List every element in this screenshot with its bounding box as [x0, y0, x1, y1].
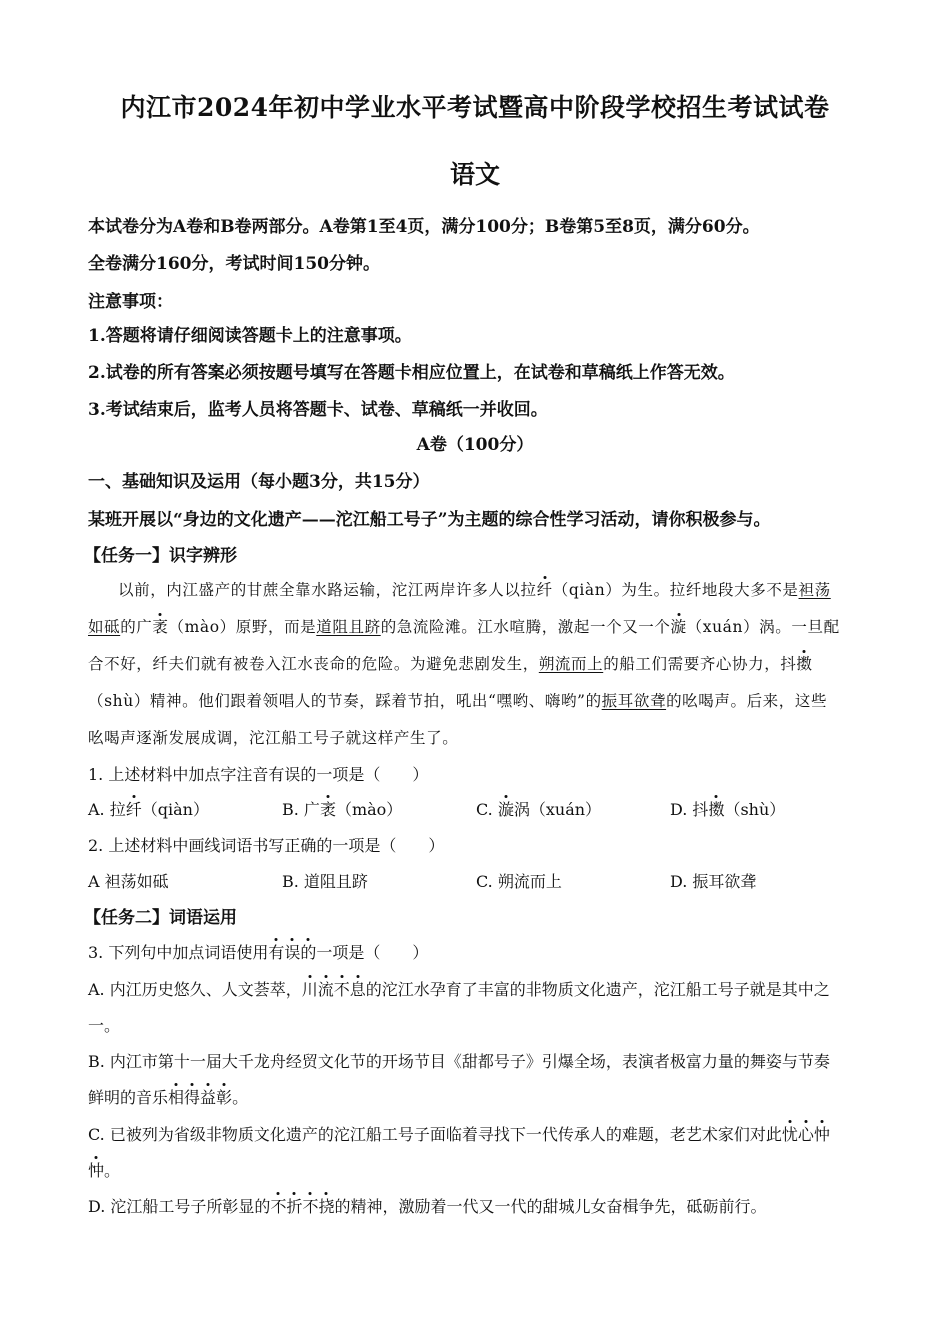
passage-line-4 [88, 689, 878, 711]
dotted-word [268, 943, 316, 962]
dotted-char: 袤 [152, 618, 169, 636]
notice-heading: 注意事项： [88, 292, 173, 312]
dotted-char: 息 [349, 980, 366, 999]
question-3-option-a: A. 内江历史悠久、人文荟萃，川流不息的沱江水孕育了丰富的非物质文化遗产，沱江船工号子就是其中之 [88, 980, 830, 999]
passage-text: 以前，内江盛产的甘蔗全靠水路运输，沱江两岸许多人以拉 [118, 581, 537, 599]
dotted-char: 得 [184, 1088, 201, 1107]
intro-line-2: 全卷满分160分，考试时间150分钟。 [88, 254, 380, 274]
dotted-char: 忧 [781, 1125, 798, 1144]
dotted-char: 不 [302, 1197, 319, 1216]
passage-text: （shù）精神。他们跟着领唱人的节奏，踩着节拍，吼出“嘿哟、嗨哟”的 [88, 692, 602, 710]
dotted-char: 不 [333, 980, 350, 999]
question-1-stem: 1. 上述材料中加点字注音有误的一项是（ ） [88, 765, 429, 784]
part-one-heading: 一、基础知识及运用（每小题3分，共15分） [88, 472, 430, 492]
dotted-char: 流 [317, 980, 334, 999]
question-2-option-d: D. 振耳欲聋 [670, 872, 757, 891]
dotted-char: 相 [168, 1088, 185, 1107]
question-3-option-b-cont: 鲜明的音乐相得益彰。 [88, 1088, 249, 1107]
dotted-char: 忡 [813, 1125, 830, 1144]
passage-text: 的船工们需要齐心协力，抖 [603, 655, 797, 673]
dotted-word [88, 1161, 104, 1180]
question-1-option-a: A. 拉纤（qiàn） [88, 800, 209, 819]
dotted-char: 的 [300, 943, 317, 962]
dotted-char: 有 [268, 943, 285, 962]
dotted-char: 益 [200, 1088, 217, 1107]
underlined-word: 如砥 [88, 618, 121, 636]
question-2-option-a: A 袒荡如砥 [88, 872, 169, 891]
dotted-char: 川 [301, 980, 318, 999]
dotted-char: 擞 [796, 655, 813, 673]
passage-text: （xuán）涡。一旦配 [686, 618, 840, 636]
underlined-word: 道阻且跻 [316, 618, 381, 636]
dotted-char: 彰 [216, 1088, 233, 1107]
dotted-char: 误 [284, 943, 301, 962]
dotted-char: 纤 [536, 581, 553, 599]
passage-line-1 [118, 578, 908, 600]
underlined-word: 袒荡 [798, 581, 831, 599]
dotted-char: 漩 [670, 618, 687, 636]
question-1-option-c: C. 漩涡（xuán） [476, 800, 602, 819]
subject-title: 语文 [449, 160, 500, 189]
notice-item-2: 2.试卷的所有答案必须按题号填写在答题卡相应位置上，在试卷和草稿纸上作答无效。 [88, 363, 735, 383]
question-2-stem: 2. 上述材料中画线词语书写正确的一项是（ ） [88, 836, 445, 855]
section-a-title: A卷（100分） [416, 435, 534, 455]
underlined-word: 朔流而上 [538, 655, 604, 673]
question-1-option-d: D. 抖擞（shù） [670, 800, 786, 819]
question-3-option-b: B. 内江市第十一届大千龙舟经贸文化节的开场节目《甜都号子》引爆全场，表演者极富力量的舞姿与节奏 [88, 1052, 830, 1071]
notice-item-3: 3.考试结束后，监考人员将答题卡、试卷、草稿纸一并收回。 [88, 400, 548, 420]
question-2-option-b: B. 道阻且跻 [282, 872, 368, 891]
passage-line-3 [88, 652, 878, 674]
task-one-heading: 【任务一】识字辨形 [84, 546, 237, 566]
underlined-word: 振耳欲聋 [601, 692, 667, 710]
question-3-option-d: D. 沱江船工号子所彰显的不折不挠的精神，激励着一代又一代的甜城儿女奋楫争先，砥砺前行。 [88, 1197, 767, 1216]
dotted-word [168, 1088, 232, 1107]
question-3-stem: 3. 下列句中加点词语使用有误的一项是（ ） [88, 943, 429, 962]
task-two-heading: 【任务二】词语运用 [84, 908, 237, 928]
passage-text: 的急流险滩。江水喧腾，激起一个又一个 [380, 618, 671, 636]
question-3-option-c: C. 已被列为省级非物质文化遗产的沱江船工号子面临着寻找下一代传承人的难题，老艺术家们对此忧心忡 [88, 1125, 830, 1144]
passage-line-5: 吆喝声逐渐发展成调，沱江船工号子就这样产生了。 [88, 729, 459, 747]
passage-text: （mào）原野，而是 [168, 618, 317, 636]
dotted-char: 忡 [88, 1161, 105, 1180]
passage-line-2 [88, 615, 878, 637]
dotted-char: 心 [797, 1125, 814, 1144]
question-3-option-a-cont: 一。 [88, 1016, 121, 1035]
dotted-word [302, 980, 366, 999]
question-3-option-c-cont: 忡。 [88, 1161, 121, 1180]
activity-intro: 某班开展以“身边的文化遗产——沱江船工号子”为主题的综合性学习活动，请你积极参与。 [88, 510, 771, 530]
dotted-char: 不 [270, 1197, 287, 1216]
notice-item-1: 1.答题将请仔细阅读答题卡上的注意事项。 [88, 326, 412, 346]
question-1-option-b: B. 广袤（mào） [282, 800, 403, 819]
exam-title: 内江市2024年初中学业水平考试暨高中阶段学校招生考试试卷 [120, 93, 830, 122]
passage-text: 的吆喝声。后来，这些 [666, 692, 828, 710]
dotted-char: 挠 [318, 1197, 335, 1216]
passage-text: 合不好，纤夫们就有被卷入江水丧命的危险。为避免悲剧发生， [88, 655, 539, 673]
question-2-option-c: C. 朔流而上 [476, 872, 562, 891]
dotted-word [782, 1125, 830, 1144]
dotted-word [270, 1197, 334, 1216]
intro-line-1: 本试卷分为A卷和B卷两部分。A卷第1至4页，满分100分；B卷第5至8页，满分60分。 [88, 217, 760, 237]
dotted-char: 折 [286, 1197, 303, 1216]
passage-text: （qiàn）为生。拉纤地段大多不是 [552, 581, 799, 599]
passage-text: 的广 [120, 618, 153, 636]
